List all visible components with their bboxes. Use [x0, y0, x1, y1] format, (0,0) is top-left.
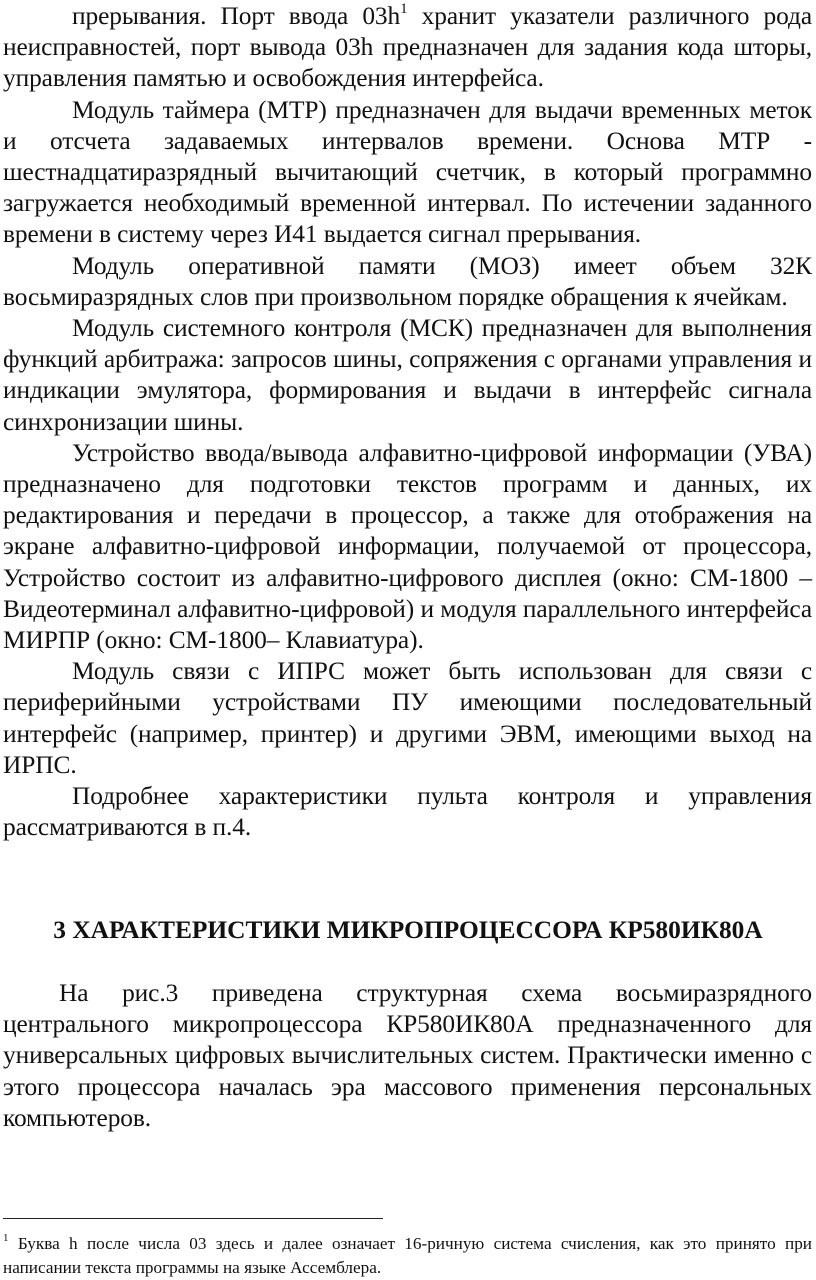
section-intro	[3, 978, 812, 1134]
paragraph-ram-module: Модуль оперативной памяти (МОЗ) имеет объем 32К восьмиразрядных слов при произвольном порядке обращения к ячейкам.	[3, 251, 812, 311]
section-heading: 3 ХАРАКТЕРИСТИКИ МИКРОПРОЦЕССОРА КР580ИК80А	[53, 916, 763, 944]
paragraph-system-control-module: Модуль системного контроля (МСК) предназначен для выполнения функций арбитража: запросов шины, сопряжения с органами управления и индикации эмулятора, формирования и выдачи в интерфейс сигнала синхронизации шины.	[3, 314, 812, 436]
paragraph-details-reference: Подробнее характеристики пульта контроля и управления рассматриваются в п.4.	[3, 782, 812, 842]
body-text	[3, 1, 812, 843]
paragraph-ports-text: прерывания. Порт ввода 03h	[72, 2, 401, 30]
paragraph-irps-module: Модуль связи с ИПРС может быть использован для связи с периферийными устройствами ПУ имеющими последовательный интерфейс (например, принтер) и другими ЭВМ, имеющими выход на ИРПС.	[3, 657, 812, 779]
paragraph-timer-module: Модуль таймера (МТР) предназначен для выдачи временных меток и отсчета задаваемых интервалов времени. Основа МТР - шестнадцатиразрядный вычитающий счетчик, в который программно загружается необходимый временной интервал. По истечении заданного времени в систему через И41 выдается сигнал прерывания.	[3, 95, 812, 249]
paragraph-ports-text-cont: хранит указатели различного рода неисправностей, порт вывода 03h предназначен для задания кода шторы, управления памятью и освобождения интерфейса.	[3, 2, 812, 93]
paragraph-intro: На рис.3 приведена структурная схема восьмиразрядного центрального микропроцессора КР580ИК80А предназначенного для универсальных цифровых вычислительных систем. Практически именно с этого процессора началась эра массового применения персональных компьютеров.	[3, 979, 812, 1132]
footnote-marker: 1	[3, 1232, 9, 1245]
paragraph-io-device: Устройство ввода/вывода алфавитно-цифровой информации (УВА) предназначено для подготовки текстов программ и данных, их редактирования и передачи в процессор, а также для отображения на экране алфавитно-цифровой информации, получаемой от процессора, Устройство состоит из алфавитно-цифрового дисплея (окно: СМ-1800 – Видеотерминал алфавитно-цифровой) и модуля параллельного интерфейса МИРПР (окно: СМ-1800– Клавиатура).	[3, 438, 812, 655]
footnote-text: Буква h после числа 03 здесь и далее означает 16-ричную система счисления, как это принято при написании текста программы на языке Ассемблера.	[3, 1234, 812, 1277]
footnote-reference: 1	[400, 0, 408, 17]
footnote	[3, 1232, 812, 1280]
footnote-divider	[3, 1218, 383, 1219]
paragraph-ports	[3, 1, 812, 95]
